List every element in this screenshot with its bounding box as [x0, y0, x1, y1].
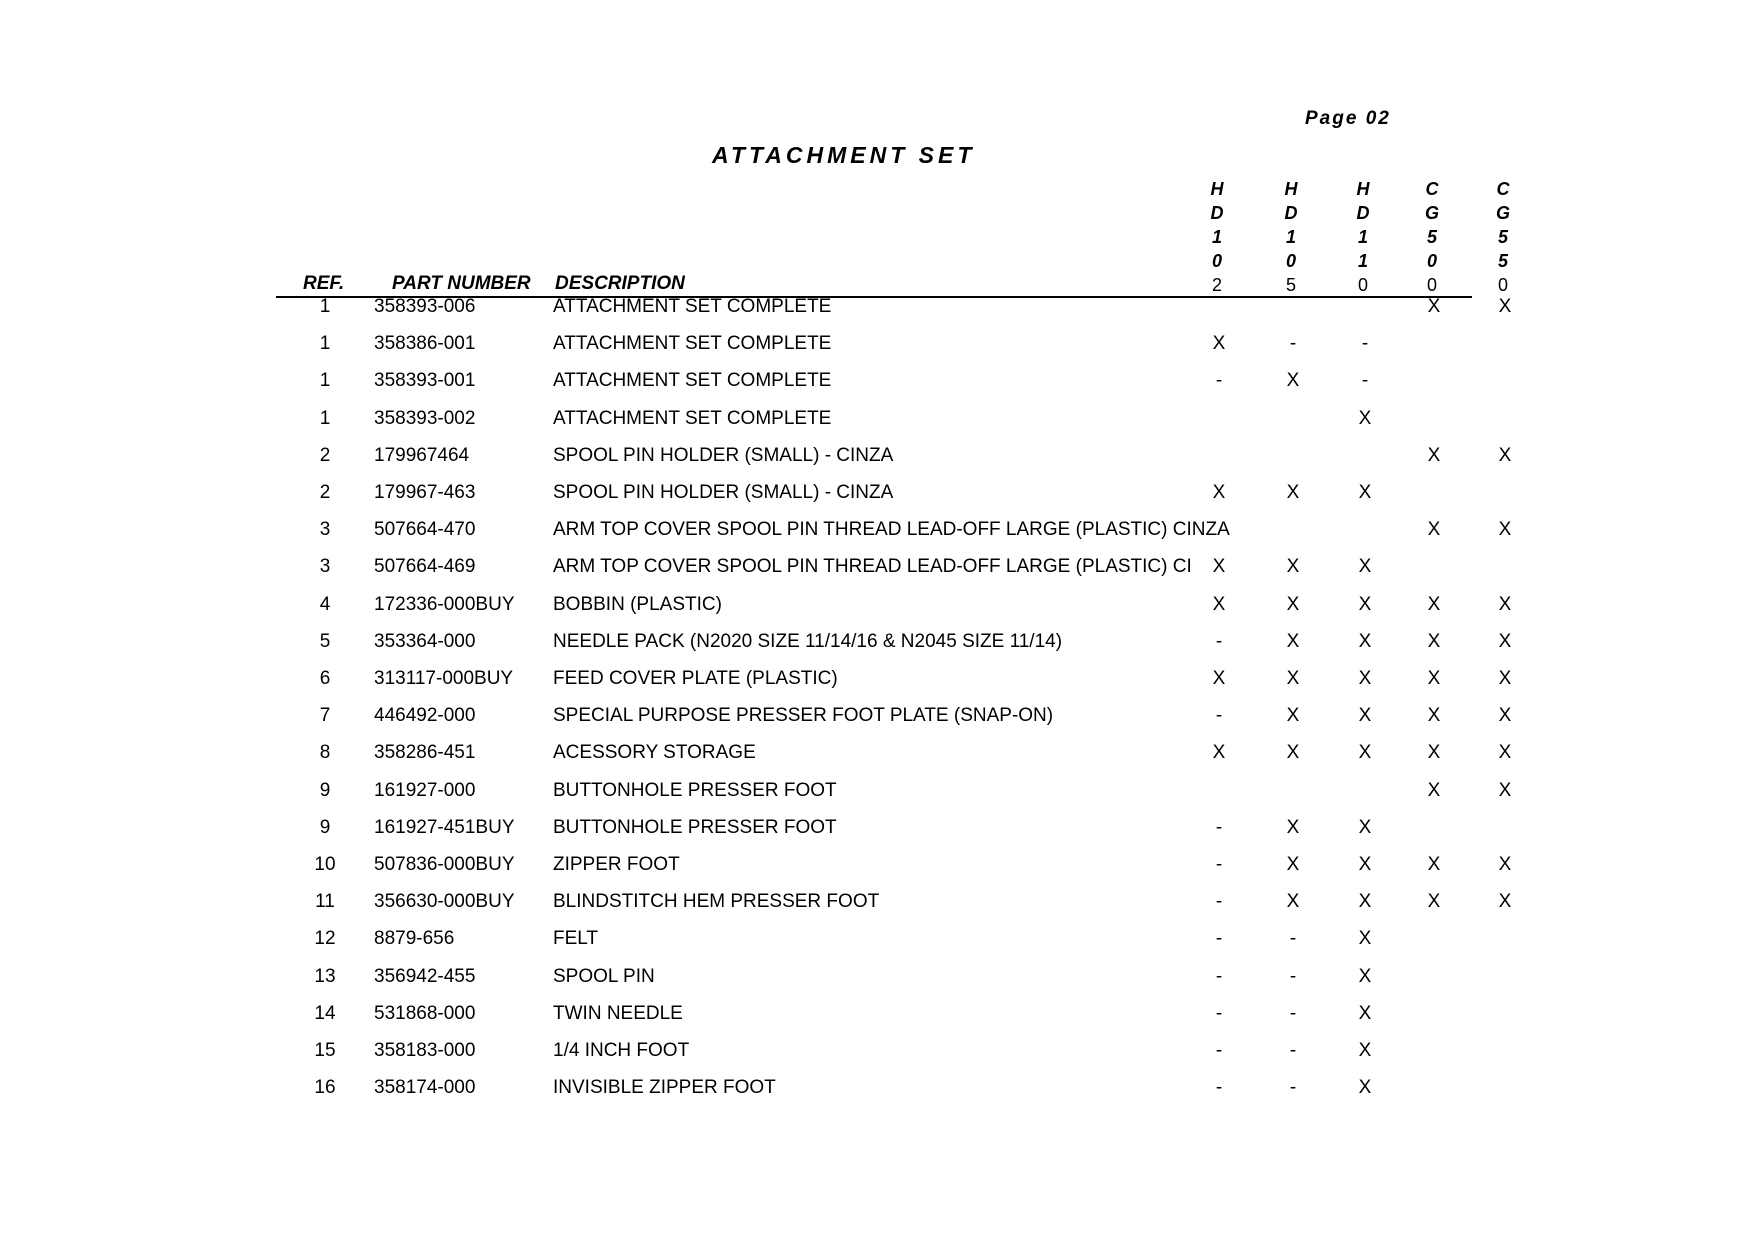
model-availability-cell: X [1358, 408, 1372, 429]
model-availability-cell: - [1289, 1077, 1297, 1098]
table-row [0, 519, 1754, 549]
part-number-cell: 161927-451BUY [374, 817, 515, 838]
model-availability-cell: X [1358, 854, 1372, 875]
part-number-cell: 358393-006 [374, 296, 476, 317]
model-availability-cell: - [1215, 370, 1223, 391]
model-header-char: 1 [1357, 227, 1368, 247]
model-availability-cell: X [1427, 296, 1441, 317]
model-availability-cell: X [1498, 668, 1512, 689]
model-availability-cell: - [1361, 370, 1369, 391]
model-availability-cell: X [1358, 1003, 1372, 1024]
model-header-char: 1 [1357, 251, 1368, 271]
model-availability-cell: X [1212, 556, 1226, 577]
model-availability-cell: - [1289, 1040, 1297, 1061]
table-row [0, 556, 1754, 586]
ref-cell: 14 [314, 1003, 336, 1024]
table-row [0, 445, 1754, 475]
model-header-char: 5 [1426, 227, 1437, 247]
ref-cell: 3 [319, 519, 331, 540]
model-availability-cell: X [1286, 854, 1300, 875]
part-number-cell: 531868-000 [374, 1003, 476, 1024]
description-cell: ARM TOP COVER SPOOL PIN THREAD LEAD-OFF LARGE (PLASTIC) CI [553, 556, 1192, 577]
model-availability-cell: - [1289, 966, 1297, 987]
model-availability-cell: - [1215, 928, 1223, 949]
ref-cell: 11 [315, 891, 335, 912]
model-header-char: 0 [1357, 275, 1368, 295]
table-row [0, 333, 1754, 363]
table-row [0, 928, 1754, 958]
table-row [0, 1077, 1754, 1107]
model-availability-cell: X [1358, 594, 1372, 615]
description-cell: 1/4 INCH FOOT [553, 1040, 690, 1061]
model-availability-cell: X [1212, 482, 1226, 503]
part-number-cell: 358386-001 [374, 333, 476, 354]
part-number-cell: 179967-463 [374, 482, 476, 503]
table-row [0, 631, 1754, 661]
model-column-header [1279, 177, 1303, 297]
ref-cell: 4 [319, 594, 331, 615]
ref-cell: 10 [314, 854, 336, 875]
ref-cell: 1 [319, 333, 331, 354]
model-availability-cell: X [1427, 705, 1441, 726]
model-availability-cell: X [1358, 928, 1372, 949]
description-cell: SPOOL PIN HOLDER (SMALL) - CINZA [553, 445, 894, 466]
model-availability-cell: X [1358, 1077, 1372, 1098]
ref-cell: 9 [319, 780, 331, 801]
page-number: Page 02 [1305, 108, 1391, 129]
model-availability-cell: X [1358, 1040, 1372, 1061]
model-availability-cell: - [1215, 1040, 1223, 1061]
description-column-header: DESCRIPTION [555, 273, 685, 294]
model-availability-cell: - [1215, 817, 1223, 838]
model-column-header [1491, 177, 1515, 297]
part-number-cell: 446492-000 [374, 705, 476, 726]
part-number-cell: 161927-000 [374, 780, 476, 801]
part-number-cell: 353364-000 [374, 631, 476, 652]
model-availability-cell: X [1427, 631, 1441, 652]
model-availability-cell: X [1498, 891, 1512, 912]
description-cell: NEEDLE PACK (N2020 SIZE 11/14/16 & N2045 SIZE 11/14) [553, 631, 1063, 652]
model-availability-cell: X [1427, 891, 1441, 912]
table-row [0, 594, 1754, 624]
model-availability-cell: X [1427, 780, 1441, 801]
ref-cell: 1 [319, 296, 331, 317]
table-row [0, 370, 1754, 400]
part-number-cell: 179967464 [374, 445, 470, 466]
model-header-char: H [1356, 179, 1370, 199]
table-row [0, 296, 1754, 326]
description-cell: TWIN NEEDLE [553, 1003, 683, 1024]
part-number-cell: 507664-470 [374, 519, 476, 540]
table-row [0, 482, 1754, 512]
model-availability-cell: - [1289, 928, 1297, 949]
model-availability-cell: X [1498, 705, 1512, 726]
model-header-char: 1 [1211, 227, 1222, 247]
model-availability-cell: X [1286, 705, 1300, 726]
model-availability-cell: X [1212, 668, 1226, 689]
model-availability-cell: - [1361, 333, 1369, 354]
model-availability-cell: X [1427, 742, 1441, 763]
model-availability-cell: - [1215, 1003, 1223, 1024]
model-header-char: 0 [1211, 251, 1222, 271]
model-column-header [1420, 177, 1444, 297]
ref-cell: 13 [314, 966, 336, 987]
model-header-char: H [1284, 179, 1298, 199]
description-cell: ATTACHMENT SET COMPLETE [553, 333, 832, 354]
ref-cell: 12 [314, 928, 336, 949]
description-cell: ATTACHMENT SET COMPLETE [553, 370, 832, 391]
model-availability-cell: X [1498, 854, 1512, 875]
ref-cell: 3 [319, 556, 331, 577]
description-cell: BOBBIN (PLASTIC) [553, 594, 722, 615]
model-availability-cell: X [1358, 817, 1372, 838]
model-header-char: 1 [1285, 227, 1296, 247]
ref-cell: 6 [319, 668, 331, 689]
model-availability-cell: X [1498, 631, 1512, 652]
ref-cell: 5 [319, 631, 331, 652]
table-row [0, 742, 1754, 772]
table-row [0, 1040, 1754, 1070]
model-availability-cell: X [1498, 519, 1512, 540]
description-cell: SPECIAL PURPOSE PRESSER FOOT PLATE (SNAP-ON) [553, 705, 1054, 726]
ref-cell: 9 [319, 817, 331, 838]
model-header-char: 5 [1497, 227, 1508, 247]
model-availability-cell: X [1212, 742, 1226, 763]
part-number-cell: 313117-000BUY [374, 668, 514, 689]
model-availability-cell: - [1289, 333, 1297, 354]
ref-cell: 1 [319, 370, 331, 391]
table-row [0, 891, 1754, 921]
description-cell: INVISIBLE ZIPPER FOOT [553, 1077, 776, 1098]
model-availability-cell: X [1358, 966, 1372, 987]
ref-cell: 8 [319, 742, 331, 763]
model-availability-cell: X [1358, 705, 1372, 726]
model-availability-cell: X [1358, 556, 1372, 577]
ref-cell: 1 [319, 408, 331, 429]
model-availability-cell: X [1286, 817, 1300, 838]
table-row [0, 668, 1754, 698]
description-cell: ATTACHMENT SET COMPLETE [553, 296, 832, 317]
model-header-char: D [1210, 203, 1224, 223]
description-cell: SPOOL PIN [553, 966, 655, 987]
model-availability-cell: - [1289, 1003, 1297, 1024]
table-row [0, 817, 1754, 847]
part-number-column-header: PART NUMBER [392, 273, 531, 294]
model-availability-cell: X [1286, 668, 1300, 689]
model-availability-cell: X [1286, 742, 1300, 763]
model-availability-cell: - [1215, 891, 1223, 912]
model-availability-cell: - [1215, 631, 1223, 652]
page-title: ATTACHMENT SET [712, 142, 976, 168]
model-header-char: 0 [1426, 275, 1437, 295]
table-row [0, 854, 1754, 884]
model-availability-cell: X [1498, 742, 1512, 763]
model-availability-cell: X [1212, 333, 1226, 354]
model-availability-cell: X [1498, 296, 1512, 317]
description-cell: BLINDSTITCH HEM PRESSER FOOT [553, 891, 880, 912]
model-availability-cell: X [1286, 482, 1300, 503]
model-availability-cell: - [1215, 966, 1223, 987]
table-row [0, 1003, 1754, 1033]
description-cell: SPOOL PIN HOLDER (SMALL) - CINZA [553, 482, 894, 503]
table-row [0, 966, 1754, 996]
model-availability-cell: - [1215, 854, 1223, 875]
part-number-cell: 172336-000BUY [374, 594, 515, 615]
model-header-char: C [1496, 179, 1510, 199]
part-number-cell: 358183-000 [374, 1040, 476, 1061]
model-availability-cell: X [1286, 370, 1300, 391]
model-availability-cell: X [1427, 594, 1441, 615]
part-number-cell: 507664-469 [374, 556, 476, 577]
ref-cell: 16 [314, 1077, 336, 1098]
model-header-char: G [1424, 203, 1439, 223]
model-availability-cell: X [1427, 854, 1441, 875]
ref-cell: 15 [314, 1040, 336, 1061]
model-availability-cell: X [1358, 891, 1372, 912]
model-header-char: H [1210, 179, 1224, 199]
table-row [0, 705, 1754, 735]
model-header-char: D [1356, 203, 1370, 223]
description-cell: ZIPPER FOOT [553, 854, 680, 875]
part-number-cell: 358286-451 [374, 742, 476, 763]
ref-column-header: REF. [303, 273, 345, 294]
description-cell: BUTTONHOLE PRESSER FOOT [553, 817, 837, 838]
ref-cell: 7 [319, 705, 331, 726]
model-availability-cell: X [1427, 668, 1441, 689]
model-header-char: 0 [1285, 251, 1296, 271]
model-availability-cell: X [1286, 594, 1300, 615]
model-header-char: 0 [1426, 251, 1437, 271]
description-cell: ATTACHMENT SET COMPLETE [553, 408, 832, 429]
description-cell: FEED COVER PLATE (PLASTIC) [553, 668, 838, 689]
model-header-char: D [1284, 203, 1298, 223]
model-header-char: 2 [1211, 275, 1222, 295]
description-cell: FELT [553, 928, 599, 949]
model-availability-cell: X [1358, 631, 1372, 652]
table-row [0, 408, 1754, 438]
model-availability-cell: X [1286, 891, 1300, 912]
model-availability-cell: X [1498, 445, 1512, 466]
part-number-cell: 358393-001 [374, 370, 476, 391]
model-header-char: C [1425, 179, 1439, 199]
ref-cell: 2 [319, 445, 331, 466]
part-number-cell: 507836-000BUY [374, 854, 515, 875]
part-number-cell: 358174-000 [374, 1077, 476, 1098]
model-header-char: G [1495, 203, 1510, 223]
model-header-char: 0 [1497, 275, 1508, 295]
description-cell: BUTTONHOLE PRESSER FOOT [553, 780, 837, 801]
table-row [0, 780, 1754, 810]
model-availability-cell: - [1215, 705, 1223, 726]
model-availability-cell: X [1286, 556, 1300, 577]
part-number-cell: 358393-002 [374, 408, 476, 429]
model-availability-cell: - [1215, 1077, 1223, 1098]
description-cell: ARM TOP COVER SPOOL PIN THREAD LEAD-OFF LARGE (PLASTIC) CINZA [553, 519, 1230, 540]
model-header-char: 5 [1497, 251, 1508, 271]
part-number-cell: 8879-656 [374, 928, 455, 949]
part-number-cell: 356942-455 [374, 966, 476, 987]
model-column-header [1205, 177, 1229, 297]
model-column-header [1351, 177, 1375, 297]
ref-cell: 2 [319, 482, 331, 503]
model-availability-cell: X [1498, 780, 1512, 801]
model-availability-cell: X [1498, 594, 1512, 615]
part-number-cell: 356630-000BUY [374, 891, 515, 912]
description-cell: ACESSORY STORAGE [553, 742, 756, 763]
model-availability-cell: X [1212, 594, 1226, 615]
model-availability-cell: X [1358, 668, 1372, 689]
model-availability-cell: X [1358, 742, 1372, 763]
model-availability-cell: X [1358, 482, 1372, 503]
model-availability-cell: X [1286, 631, 1300, 652]
model-header-char: 5 [1285, 275, 1296, 295]
model-availability-cell: X [1427, 445, 1441, 466]
model-availability-cell: X [1427, 519, 1441, 540]
